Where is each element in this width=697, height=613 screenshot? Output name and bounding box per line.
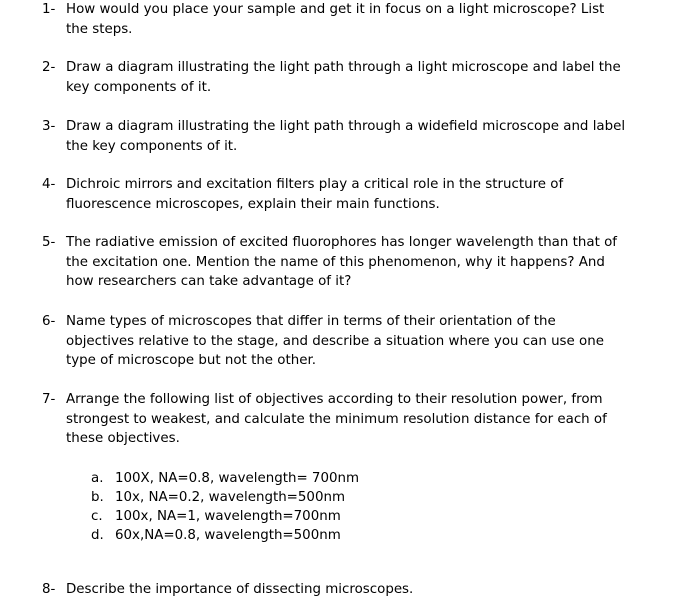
question-text: How would you place your sample and get it in focus on a light microscope? List the steps. (66, 2, 605, 37)
question-number: 4- (42, 177, 56, 192)
question-text: Draw a diagram illustrating the light path through a widefield microscope and label the key components of it. (66, 119, 626, 154)
question-number: 5- (42, 235, 56, 250)
question-number: 1- (42, 2, 56, 17)
question-number: 3- (42, 119, 56, 134)
objective-letter: b. (91, 490, 104, 505)
objective-text: 10x, NA=0.2, wavelength=500nm (115, 490, 345, 505)
question-text: Dichroic mirrors and excitation filters play a critical role in the structure of fluorescence microscopes, explain their main functions. (66, 177, 564, 212)
question-number: 6- (42, 314, 56, 329)
question-text: Draw a diagram illustrating the light path through a light microscope and label the key components of it. (66, 60, 621, 95)
objective-text: 100X, NA=0.8, wavelength= 700nm (115, 471, 360, 486)
objective-letter: d. (91, 528, 104, 543)
objective-letter: c. (91, 509, 103, 524)
question-number: 2- (42, 60, 56, 75)
question-text: Arrange the following list of objectives according to their resolution power, from strongest to weakest, and calculate the minimum resolution distance for each of these objectives. (66, 392, 607, 447)
question-text: The radiative emission of excited fluorophores has longer wavelength than that of the excitation one. Mention the name of this phenomenon, why it happens? And how researchers can take advantage of it? (66, 235, 617, 290)
question-number: 8- (42, 582, 56, 597)
question-number: 7- (42, 392, 56, 407)
objective-letter: a. (91, 471, 104, 486)
question-text: Describe the importance of dissecting microscopes. (66, 582, 414, 597)
objective-text: 60x,NA=0.8, wavelength=500nm (115, 528, 341, 543)
question-text: Name types of microscopes that differ in terms of their orientation of the objectives relative to the stage, and describe a situation where you can use one type of microscope but not the other. (66, 314, 604, 369)
objective-text: 100x, NA=1, wavelength=700nm (115, 509, 341, 524)
